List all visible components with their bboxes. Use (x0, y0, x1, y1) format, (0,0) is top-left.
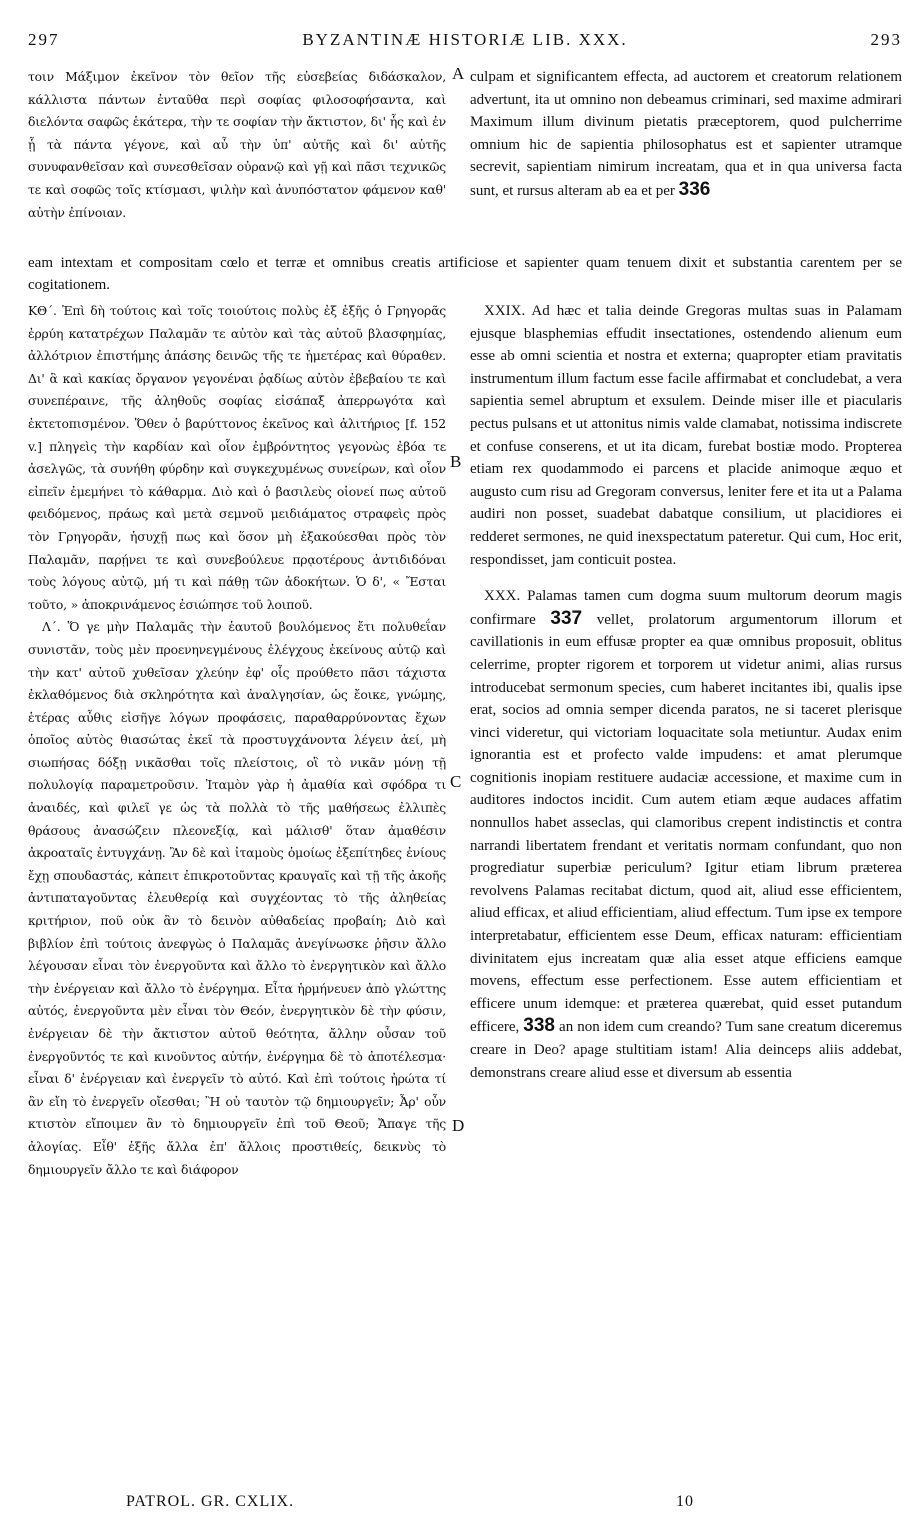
footer-right: 10 (676, 1493, 694, 1510)
latin-section-30-part-a: XXX. Palamas tamen cum dogma suum multorum deorum magis confirmare (470, 588, 902, 628)
left-page-number: 297 (28, 30, 60, 49)
greek-text-top: τοιν Μάξιμον ἐκεῖνον τὸν θεῖον τῆς εὐσεβείας διδάσκαλον, κάλλιστα πάντων ἐνταῦθα περὶ σοφίας φιλοσοφήσαντα, καὶ διελόντα σαφῶς ἑκάτερα, τὴν τε σοφίαν τὴν ἄκτιστον, δι' ἧς καὶ ἐν ᾗ τὰ πάντα γέγονε, καὶ αὖ τὴν ὑπ' αὐτῆς καὶ δι' αὐτῆς συνυφανθεῖσαν καὶ συνεσθεῖσαν οὐρανῷ καὶ γῇ καὶ πᾶσι τεχνικῶς τε καὶ σοφῶς τοῖς κτίσμασι, ψιλὴν καὶ ἀνυπόστατον φάμενον καθ' αὐτὴν ἐπίνοιαν. (28, 69, 446, 220)
latin-full-text: eam intextam et compositam cœlo et terræ et omnibus creatis artificiose et sapienter quam tenuem dixit et substantia carentem per se cogitationem. (28, 255, 902, 293)
greek-column (28, 300, 446, 1181)
margin-marker-c: C (450, 772, 462, 791)
latin-section-30-part-b: vellet, prolatorum argumentorum illorum et cavillationis in eum effusæ propter ea quæ omnibus proposuit, oblitus celerrime, propter rigorem et torporem ut videtur animi, alias rursus introducebat sermonum species, cum haberet incitantes ibi, qualis ipse erat, socios ad omnia semper dicenda paratos, ne si taceret plerisque vinci videretur, qui victoriam loquacitate sola metiuntur. Audax enim ignorantia est et profecto valde impudens: et amat plerumque cognitionis inopiam restituere audaciæ accessione, et maxime cum in auditores indoctos incidit. Cum autem etiam æque audaces affatim nonnullos habet asseclas, qui clamoribus crepent indistinctis et contra narrandi libertatem frendant et veritatis normam confundant, quo non progrediatur superbiæ periculum? Igitur etiam librum præterea revolvens Palamas recitabat dictum, quod ait, aliud esse efficientem, aliud efficax, et aliud efficientiam, aliud effectum. Tum ipse ex tempore interpretabatur, efficientem esse Deum, efficax naturam: efficientiam divinitatem ejus increatam quæ alia esset atque efficiens eamque movens, effectum esse perfectionem. Esse autem efficientiam et efficere unum idemque: et præterea quærebat, quid esset putandum efficere, (470, 611, 902, 1036)
latin-full-width-text (28, 252, 902, 296)
margin-marker-d: D (452, 1116, 465, 1135)
margin-marker-b: B (450, 452, 462, 471)
latin-section-30-part-c: an non idem cum creando? Tum sane creatum diceremus creare in Deo? apage stultitiam istam! Alia deinceps aliis addebat, demonstrans creare aliud esse et diversum ab essentia (470, 1019, 902, 1081)
margin-marker-a: A (452, 64, 465, 83)
greek-paragraph-top (28, 66, 446, 224)
column-number-336: 336 (678, 178, 711, 200)
column-number-337: 337 (550, 607, 583, 629)
latin-section-30 (470, 585, 902, 1084)
right-page-number: 293 (870, 30, 902, 49)
column-number-338: 338 (523, 1015, 555, 1037)
footer-left: PATROL. GR. CXLIX. (126, 1493, 295, 1510)
greek-section-30: Λ΄. Ὅ γε μὴν Παλαμᾶς τὴν ἑαυτοῦ βουλόμενος ἔτι πολυθεΐαν συνιστᾶν, τοὺς μὲν προενηνεγμένους ἐλέγχους ἐκείνους αὐτῷ καὶ τὴν κατ' αὐτοῦ χυθεῖσαν χλεύην ἐφ' οἷς προύθετο πᾶσι τάχιστα ἐκλαθόμενος διὰ σκληρότητα καὶ ἀναλγησίαν, ὡς ἔοικε, γνώμης, ἑτέρας αὖθις εἰσῆγε λόγων προφάσεις, παραθαρρύνοντας ἔχων ὁποῖος αὐτὸς θιασώτας ἐκεῖ τὰ προστυγχάνοντα λέγειν ἀεί, μὴ σιωπήσας δόξῃ νικᾶσθαι τοῖς πλείστοις, οἳ τὸ νικᾶν μόνῃ τῇ πολυλογίᾳ παραμετροῦσιν. Ἰταμὸν γὰρ ἡ ἀμαθία καὶ σφόδρα τι ἀναιδές, καὶ φιλεῖ γε ὡς τὰ πολλὰ τὸ τῆς μαθήσεως ἐλλιπὲς θράσους ἀνασώζειν πλεονεξίᾳ, καὶ μάλισθ' ὅταν ἀμαθέσιν ἀκροαταῖς ἐντυγχάνῃ. Ἂν δὲ καὶ ἰταμοὺς ὁμοίως ἐξεπίτηδες ἐνίους ἔχῃ σπουδαστάς, κἀπειτ ἐπικροτοῦντας κραυγαῖς καὶ τῇ τῆς ἀκοῆς ἀντιπαταγοῦντας ἐλευθερίᾳ καὶ συγχέοντας τὸ τῆς ἀληθείας κριτήριον, ποῦ οὐκ ἂν τὸ δεινὸν αὐθαδείας προβαίη; Διὸ καὶ βιβλίον ἐπὶ τούτοις ἀνεφγὼς ὁ Παλαμᾶς ἀνεγίνωσκε ῥῆσιν ἄλλο λέγουσαν εἶναι τὸν ἐνεργοῦντα καὶ ἄλλο τὸ ἐνεργητικὸν καὶ ἄλλο τὴν ἐνέργειαν καὶ ἄλλο τὸ ἐνέργημα. Εἶτα ἡρμήνευεν ἀπὸ γλώττης αὐτός, ἐνεργοῦντα μὲν εἶναι τὸν Θεόν, ἐνεργητικὸν δὲ τὴν φύσιν, ἐνέργειαν δὲ τὴν ἄκτιστον αὐτοῦ θεότητα, ἄλλην οὖσαν τοῦ ἐνεργοῦντός τε καὶ κινοῦντος αὐτήν, ἐνέργημα δὲ τὸ ἀποτέλεσμα· εἶναι δ' ἐνέργειαν καὶ ἐνεργεῖν τὸ αὐτό. Καὶ ἐπὶ τούτοις ἠρώτα τί ἂν εἴη τὸ ἐνεργεῖν οἴεσθαι; Ἢ οὐ ταυτὸν τῷ δημιουργεῖν; Ἆρ' οὖν κτιστὸν εἴποιμεν ἂν τὸ δημιουργεῖν ἐπὶ τοῦ Θεοῦ; Ἄπαγε τῆς ἀλογίας. Εἶθ' ἑξῆς ἄλλα ἐπ' ἄλλοις προστιθείς, δεικνὺς τὸ δημιουργεῖν ἄλλο τε καὶ διάφορον (28, 619, 446, 1177)
latin-column (470, 300, 902, 1084)
latin-section-29: XXIX. Ad hæc et talia deinde Gregoras multas suas in Palamam ejusque blasphemias effudit insectationes, ostendendo alienum eum esse ab omni scientia et nostra et externa; quapropter etiam pravitatis instrumentum illum factum esse facile affirmabat et concludebat, a vera sapientia semel abruptum et exsulem. Deinde miser ille et piacularis pectus pulsans et ut attonitus nimis valde clamabat, notissima indiscrete et confuse conserens, et ut ita dicam, furebat bostiæ modo. Propterea etiam rex quodammodo ei parcens et placide animoque æquo et augusto cum risu ad Gregoram conversus, leniter fere et ita ut a Palama audiri non posset, suadebat dabatque consilium, ut placidiores ei redderet sermones, ne quid inexspectatum pateretur. Qui cum, Hoc erit, respondisset, jam conticuit postea. (470, 303, 902, 568)
latin-text-top (470, 66, 902, 203)
page-header (28, 30, 902, 58)
section-gap (470, 571, 902, 585)
running-title: BYZANTINÆ HISTORIÆ LIB. XXX. (302, 30, 628, 49)
greek-section-29: ΚΘ΄. Ἐπὶ δὴ τούτοις καὶ τοῖς τοιούτοις πολὺς ἐξ ἐξῆς ὁ Γρηγορᾶς ἐρρύη κατατρέχων Παλαμᾶν τε αὐτὸν καὶ τὰς αὐτοῦ βλασφημίας, ἀλλότριον ἐπιστήμης ἁπάσης δεινῶς τῆς τε ἡμετέρας καὶ θύραθεν. Δι' ἃ καὶ κακίας ὄργανον γεγονέναι ῥᾳδίως αὐτὸν ἐβεβαίου τε καὶ συνεπέραινε, τῆς ἀληθοῦς σοφίας εἰσάπαξ ἀπερρωγότα καὶ ἐκτετοπισμένον. Ὅθεν ὁ βαρύττονος ἐκεῖνος καὶ ἀλιτήριος [f. 152 v.] πληγεὶς τὴν καρδίαν καὶ οἷον ἐμβρόντητος γεγονὼς ἐβόα τε ἀσελγῶς, τὰ συνήθη φύρδην καὶ συγκεχυμένως συνείρων, καὶ οἷον εἰπεῖν ἐμεμήνει τὸ κάθαρμα. Διὸ καὶ ὁ βασιλεὺς οἱονεί πως αὐτοῦ φειδόμενος, πράως καὶ μετὰ σεμνοῦ μειδιάματος στραφεὶς πρὸς τὸν Γρηγορᾶν, ἡσυχῇ πως καὶ ὅσον μὴ ἐξακούεσθαι πρὸς τὸν Παλαμᾶν, παρῄνει τε καὶ συνεβούλευε πρᾳοτέρους ἀντιδιδόναι τοὺς λόγους αὐτῷ, μή τι καὶ πάθῃ τῶν ἀδοκήτων. Ὁ δ', « Ἔσται τοῦτο, » ἀποκρινάμενος ἐσιώπησε τοῦ λοιποῦ. (28, 303, 446, 612)
latin-paragraph-top (470, 66, 902, 203)
latin-text-top-body: culpam et significantem effecta, ad auctorem et creatorum relationem advertunt, ita ut omnino non debeamus criminari, sed maxime admirari Maximum illum divinum pietatis præceptorem, quod pulcherrime omnium hic de sapientia philosophatus est et sapienter utramque secrevit, sapientiam nimirum increatam, qua et in qua universa facta sunt, et rursus alteram ab ea et per (470, 69, 902, 199)
